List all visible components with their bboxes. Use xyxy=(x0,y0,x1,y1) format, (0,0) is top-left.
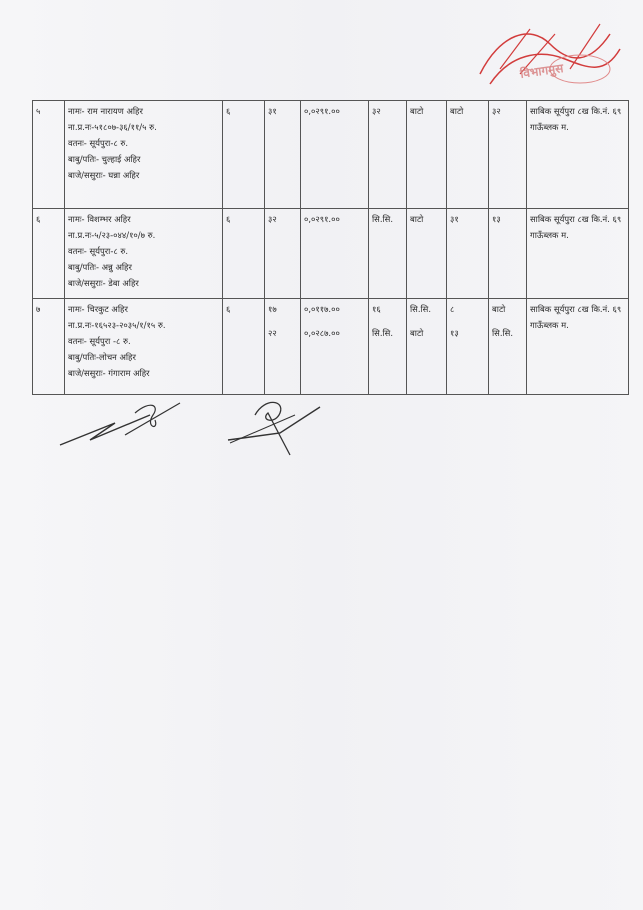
east-value: १६ xyxy=(372,304,381,314)
west-value: बाटो xyxy=(410,106,424,116)
east-cell xyxy=(369,209,407,299)
kitta-cell xyxy=(265,209,301,299)
serial-number-cell: ६ xyxy=(33,209,65,299)
table-row xyxy=(33,299,629,395)
ward-cell: ६ xyxy=(223,101,265,209)
north-cell xyxy=(447,209,489,299)
owner-name: नामः- विशम्भर अहिर xyxy=(68,214,131,224)
kitta-value: ३२ xyxy=(268,214,277,224)
serial-number-cell: ७ xyxy=(33,299,65,395)
north-value: ८ xyxy=(450,304,455,314)
south-value: ३२ xyxy=(492,106,501,116)
ward-cell: ६ xyxy=(223,209,265,299)
kitta-value: १७ xyxy=(268,304,277,314)
north-value: ३१ xyxy=(450,214,459,224)
area-value: ०,०२९१.०० xyxy=(304,106,340,116)
serial-number-cell: ५ xyxy=(33,101,65,209)
owner-citizenship: ना.प्र.नः-१६५२३-२०३५/१/१५ रु. xyxy=(68,320,166,330)
owner-details-cell xyxy=(65,209,223,299)
owner-name: नामः- चिरकुट अहिर xyxy=(68,304,128,314)
owner-grandfather: बाजे/ससुराः- गंगाराम अहिर xyxy=(68,368,150,378)
area-value: ०,०११७.०० xyxy=(304,304,340,314)
owner-address: वतनः- सूर्यपुरा-८ रु. xyxy=(68,138,129,148)
east-cell xyxy=(369,299,407,395)
kitta-cell xyxy=(265,299,301,395)
south-cell xyxy=(489,209,527,299)
south-cell xyxy=(489,299,527,395)
signature-2 xyxy=(220,395,330,460)
owner-details-cell xyxy=(65,299,223,395)
north-cell xyxy=(447,299,489,395)
signature-1 xyxy=(55,395,185,455)
remarks-cell: साबिक सूर्यपुरा ८ख कि.नं. ६९ गाऊँब्लक म. xyxy=(527,299,629,395)
kitta-value: २२ xyxy=(268,328,277,338)
south-value: १३ xyxy=(492,214,501,224)
west-cell xyxy=(407,209,447,299)
west-cell xyxy=(407,299,447,395)
owner-address: वतनः- सूर्यपुरा-८ रु. xyxy=(68,246,129,256)
west-value: बाटो xyxy=(410,214,424,224)
south-cell xyxy=(489,101,527,209)
land-record-table xyxy=(32,100,629,395)
owner-father: बाबु/पतिः-लोचन अहिर xyxy=(68,352,136,362)
east-value: सि.सि. xyxy=(372,328,393,338)
owner-address: वतनः- सूर्यपुरा -८ रु. xyxy=(68,336,131,346)
owner-father: बाबु/पतिः- चुल्हाई अहिर xyxy=(68,154,141,164)
remarks-cell: साबिक सूर्यपुरा ८ख कि.नं. ६९ गाऊँब्लक म. xyxy=(527,101,629,209)
west-value: बाटो xyxy=(410,328,424,338)
remarks-cell: साबिक सूर्यपुरा ८ख कि.नं. ६९ गाऊँब्लक म. xyxy=(527,209,629,299)
ward-cell: ६ xyxy=(223,299,265,395)
west-value: सि.सि. xyxy=(410,304,431,314)
owner-name: नामः- राम नारायण अहिर xyxy=(68,106,143,116)
owner-citizenship: ना.प्र.नः-५१८०७-३६/११/५ रु. xyxy=(68,122,157,132)
kitta-value: ३१ xyxy=(268,106,277,116)
east-cell xyxy=(369,101,407,209)
kitta-cell xyxy=(265,101,301,209)
east-value: सि.सि. xyxy=(372,214,393,224)
west-cell xyxy=(407,101,447,209)
south-value: बाटो xyxy=(492,304,506,314)
north-cell xyxy=(447,101,489,209)
stamp-label: विभागमुस xyxy=(519,61,565,81)
owner-grandfather: बाजे/ससुराः- डेबा अहिर xyxy=(68,278,139,288)
table-row xyxy=(33,209,629,299)
area-value: ०,०२९१.०० xyxy=(304,214,340,224)
official-stamp xyxy=(470,14,630,94)
area-cell xyxy=(301,209,369,299)
east-value: ३२ xyxy=(372,106,381,116)
area-cell xyxy=(301,101,369,209)
owner-details-cell xyxy=(65,101,223,209)
north-value: १३ xyxy=(450,328,459,338)
owner-grandfather: बाजे/ससुराः- घन्ना अहिर xyxy=(68,170,140,180)
owner-citizenship: ना.प्र.नः-५/२३-०४४/१०/७ रु. xyxy=(68,230,156,240)
south-value: सि.सि. xyxy=(492,328,513,338)
owner-father: बाबु/पतिः- अन्नु अहिर xyxy=(68,262,132,272)
area-value: ०,०२८७.०० xyxy=(304,328,340,338)
north-value: बाटो xyxy=(450,106,464,116)
area-cell xyxy=(301,299,369,395)
table-row xyxy=(33,101,629,209)
